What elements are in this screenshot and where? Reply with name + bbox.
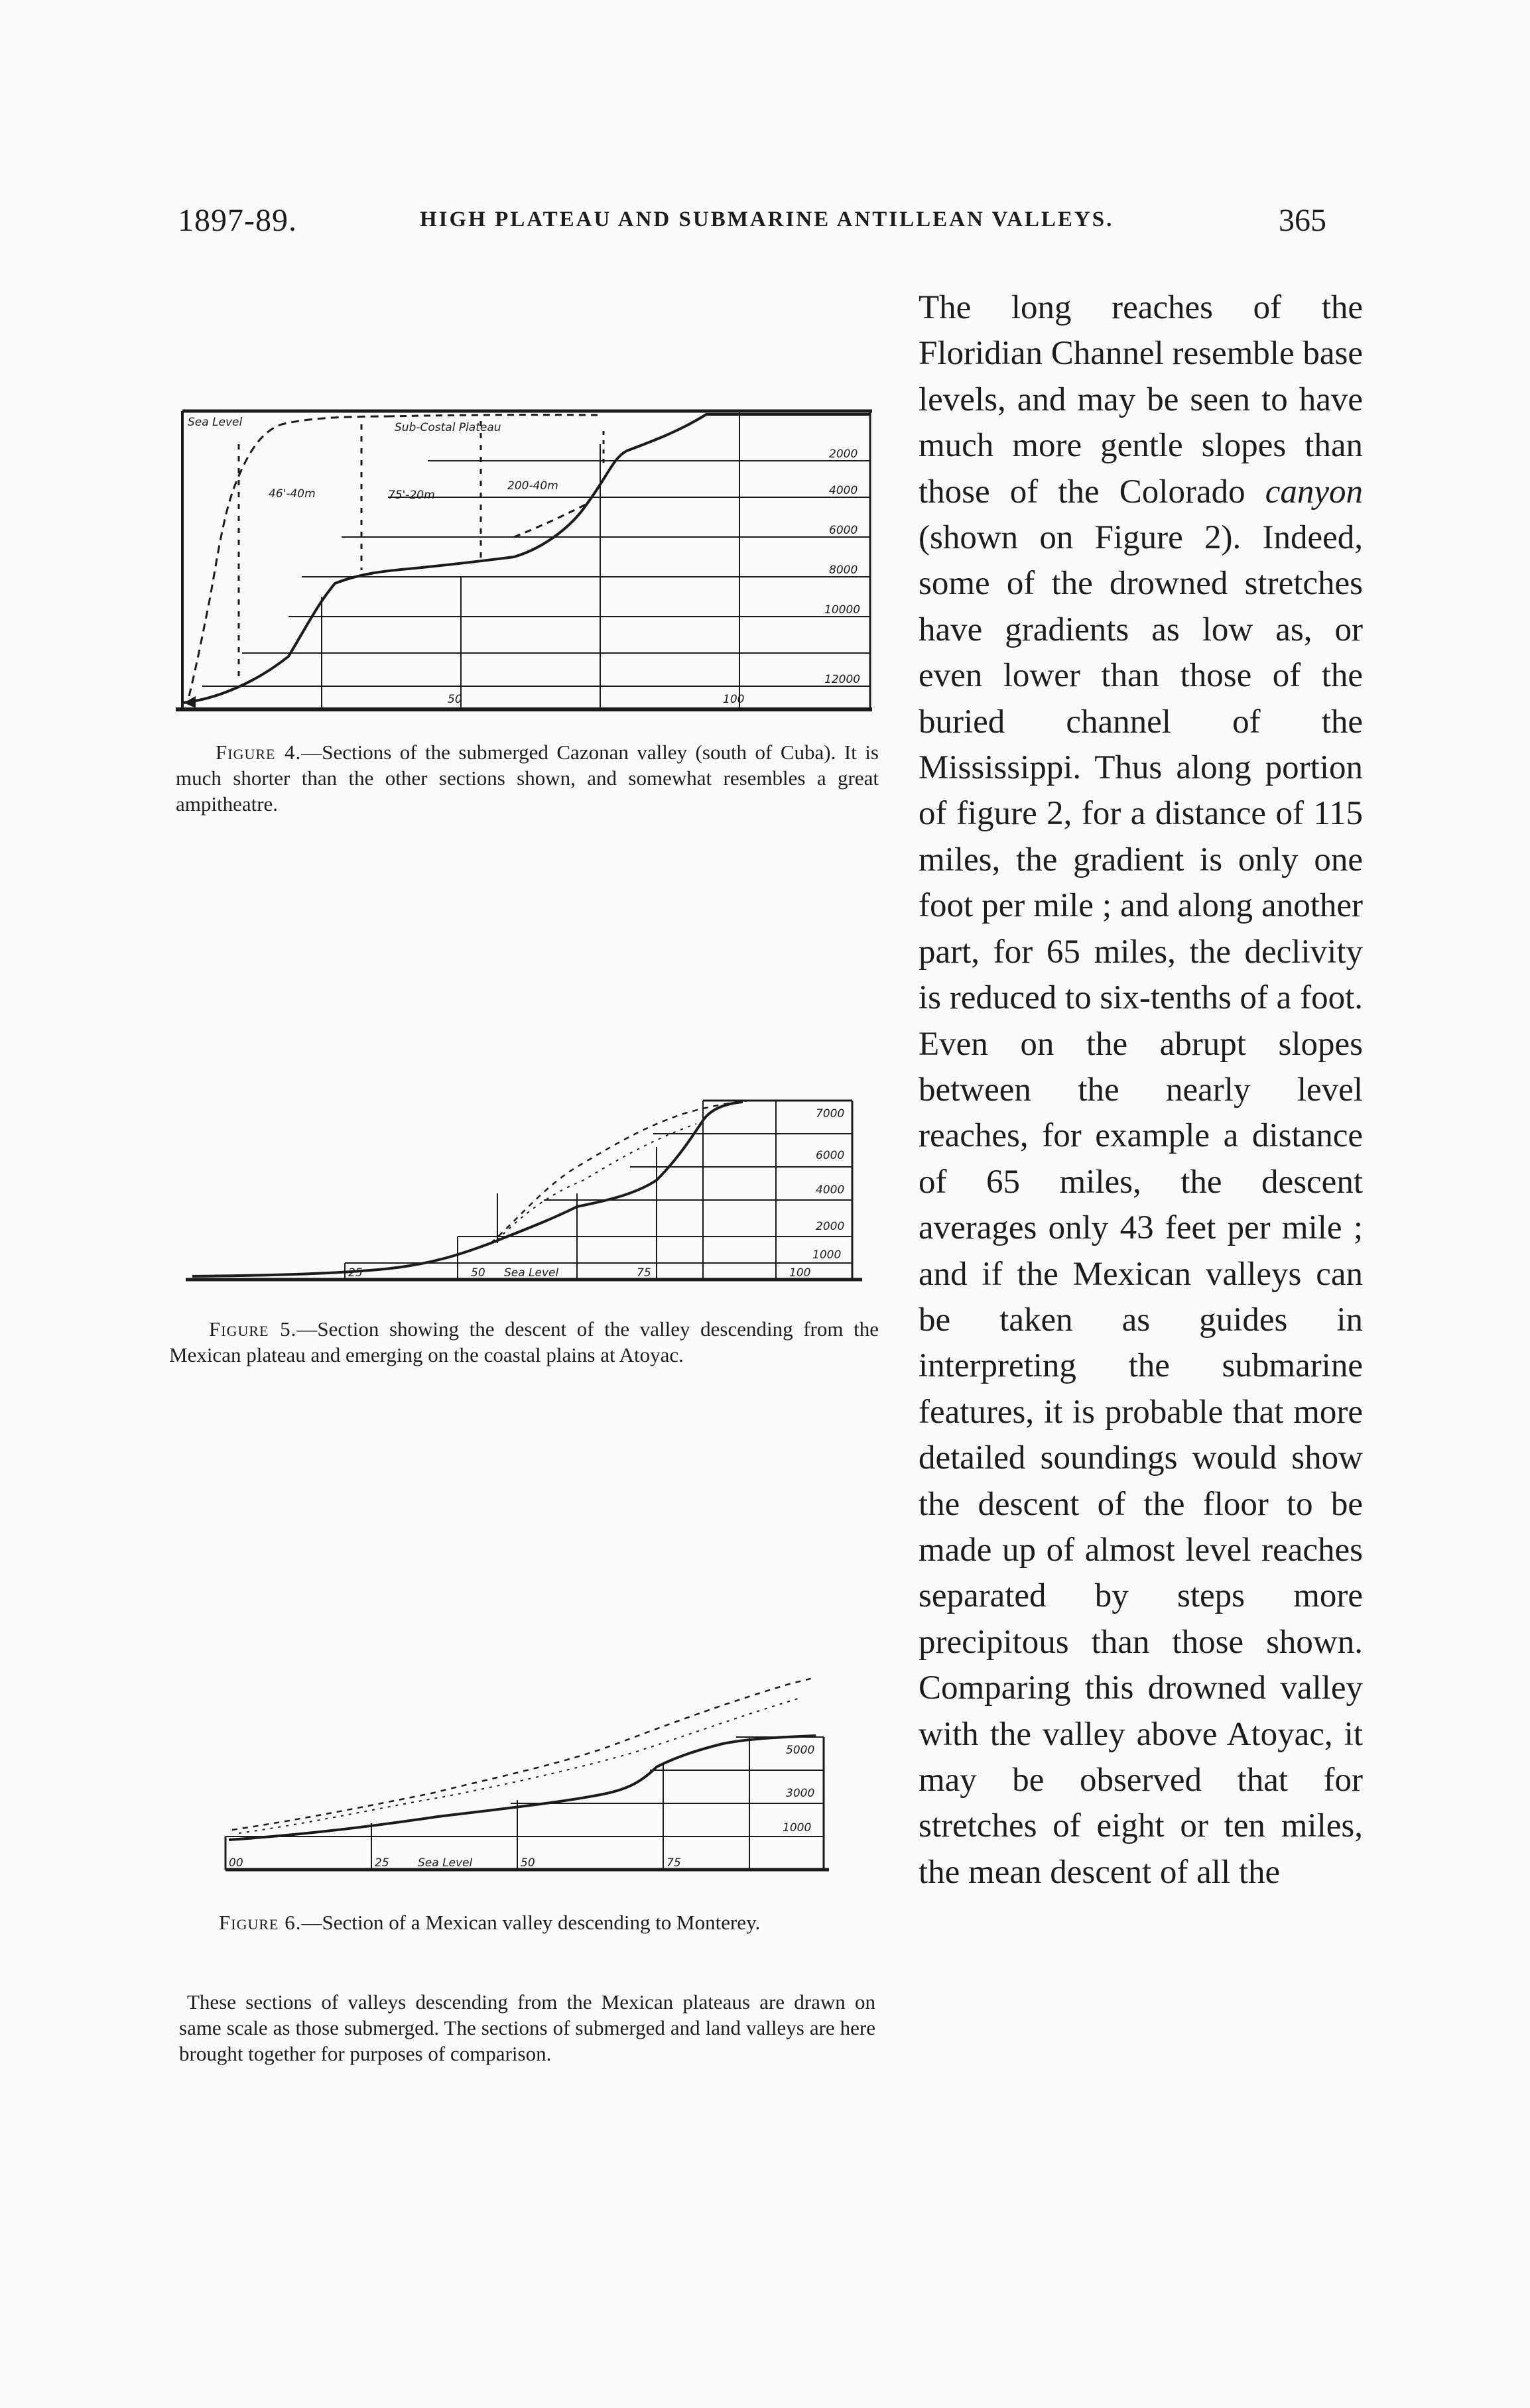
figure-4-diagram	[176, 404, 879, 716]
fig5-depth-1000: 1000	[812, 1248, 842, 1262]
figure-6-caption-text: —Section of a Mexican valley descending to Monterey.	[301, 1911, 761, 1934]
figure-6-diagram	[219, 1664, 842, 1883]
page-number: 365	[1279, 203, 1326, 238]
figure-4-caption	[176, 739, 879, 817]
fig4-depth-6000: 6000	[829, 524, 858, 537]
figure-6-caption-label: Figure 6.	[219, 1911, 302, 1934]
fig5-scale-50: 50	[471, 1266, 485, 1280]
fig4-sea-level-label: Sea Level	[188, 416, 243, 429]
figure-5-caption-label: Figure 5.	[209, 1317, 297, 1341]
figure-6-caption	[179, 1909, 875, 1935]
running-head-title: HIGH PLATEAU AND SUBMARINE ANTILLEAN VALLEYS.	[420, 208, 1114, 231]
fig4-depth-10000: 10000	[824, 603, 861, 617]
comparison-note	[179, 1989, 875, 2067]
fig5-sea-level-label: Sea Level	[504, 1266, 559, 1280]
fig4-depth-12000: 12000	[824, 673, 861, 686]
fig5-depth-4000: 4000	[816, 1183, 845, 1197]
fig6-scale-75: 75	[667, 1856, 681, 1870]
fig5-depth-7000: 7000	[816, 1107, 845, 1120]
running-head-years: 1897-89.	[178, 203, 297, 238]
figure-4-caption-text: —Sections of the submerged Cazonan valley (south of Cuba). It is much shorter than the other sections shown, and somewhat resembles a great ampitheatre.	[176, 741, 879, 815]
fig4-scale-50: 50	[448, 693, 462, 706]
fig4-scale-100: 100	[723, 693, 745, 706]
figure-5-diagram	[179, 1087, 875, 1293]
running-head	[178, 202, 1371, 242]
fig4-left-slope-label: 46'-40m	[269, 487, 316, 501]
fig4-depth-8000: 8000	[829, 564, 858, 577]
fig4-depth-2000: 2000	[829, 448, 858, 461]
comparison-note-text: These sections of valleys descending from the Mexican plateaus are drawn on same scale as those submerged. The sections of submerged and land valleys are here brought together for purposes of comparison.	[179, 1990, 875, 2065]
fig5-depth-2000: 2000	[816, 1220, 845, 1233]
fig6-depth-3000: 3000	[786, 1787, 815, 1800]
fig5-depth-6000: 6000	[816, 1149, 845, 1162]
fig4-right-slope-label: 200-40m	[507, 479, 558, 493]
fig6-scale-00: 00	[229, 1856, 243, 1870]
fig4-mid-slope-label: 75'-20m	[388, 489, 435, 502]
figure-5-caption-text: —Section showing the descent of the valley descending from the Mexican plateau and emerging on the coastal plains at Atoyac.	[169, 1317, 879, 1366]
body-text-part-2: (shown on Figure 2). Indeed, some of the drowned stretches have gradients as low as, or even lower than those of the buried channel of the Mississippi. Thus along portion of figure 2, for a distance of 115 miles, the gradient is only one foot per mile ; and along another part, for 65 miles, the declivity is reduced to six-tenths of a foot. Even on the abrupt slopes between the nearly level reaches, for example a distance of 65 miles, the descent averages only 43 feet per mile ; and if the Mexican valleys can be taken as guides in interpreting the submarine features, it is probable that more detailed soundings would show the descent of the floor to be made up of almost level reaches separated by steps more precipitous than those shown. Comparing this drowned valley with the valley above Atoyac, it may be observed that for stretches of eight or ten miles, the mean descent of all the	[919, 519, 1363, 1891]
fig5-scale-100: 100	[789, 1266, 811, 1280]
fig6-scale-25: 25	[375, 1856, 389, 1870]
fig6-scale-50: 50	[521, 1856, 535, 1870]
body-text-column	[919, 285, 1363, 1896]
fig6-sea-level-label: Sea Level	[418, 1856, 473, 1870]
fig6-depth-5000: 5000	[786, 1744, 815, 1757]
body-text-italic: canyon	[1265, 473, 1363, 511]
body-text-part-1: The long reaches of the Floridian Channel resemble base levels, and may be seen to have much more gentle slopes than those of the Colorado	[919, 289, 1363, 511]
figure-5-caption	[169, 1316, 879, 1368]
body-paragraph	[919, 285, 1363, 1896]
fig4-sub-costal-plateau-label: Sub-Costal Plateau	[395, 421, 501, 434]
fig5-scale-75: 75	[637, 1266, 651, 1280]
fig4-depth-4000: 4000	[829, 484, 858, 497]
figure-4-caption-label: Figure 4.	[216, 741, 302, 764]
fig6-depth-1000: 1000	[783, 1821, 812, 1835]
fig5-scale-25: 25	[348, 1266, 363, 1280]
